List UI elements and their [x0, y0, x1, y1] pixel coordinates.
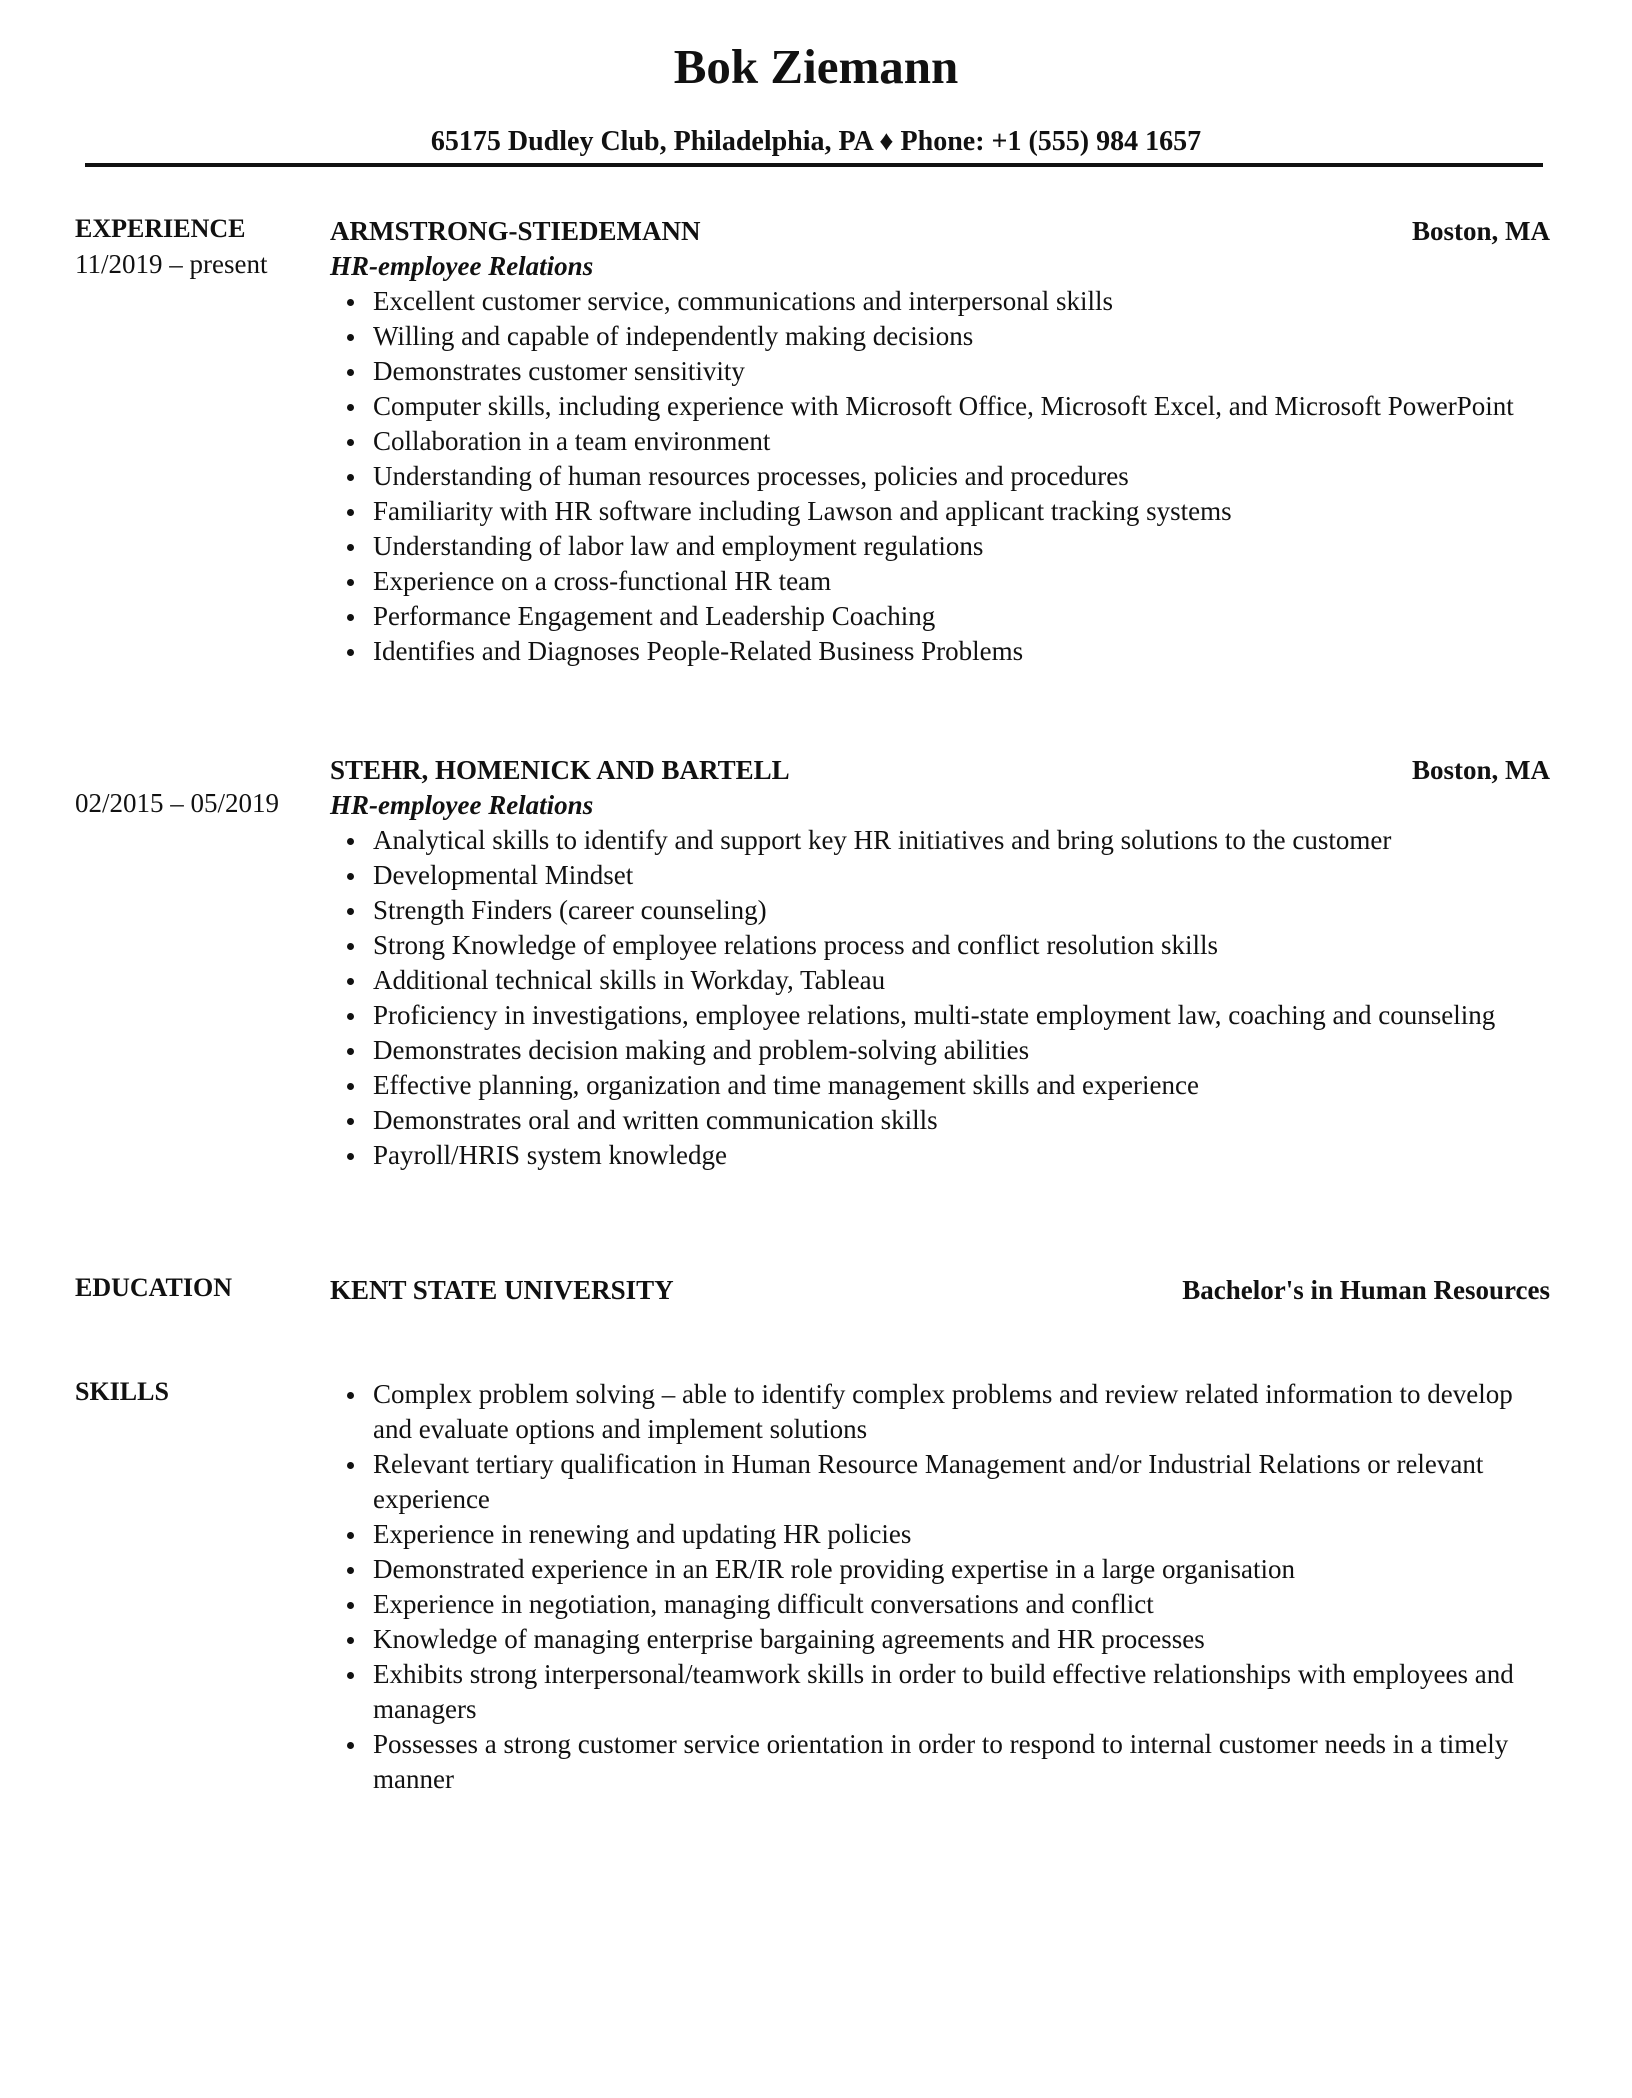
job-title: HR-employee Relations	[330, 251, 594, 281]
school-name: KENT STATE UNIVERSITY	[330, 1275, 674, 1305]
candidate-name: Bok Ziemann	[673, 39, 959, 94]
experience-job-2	[75, 753, 1550, 1173]
education-label: EDUCATION	[75, 1273, 232, 1302]
job-bullets	[330, 284, 1550, 669]
experience-job-1	[75, 214, 1550, 669]
degree: Bachelor's in Human Resources	[1182, 1275, 1550, 1305]
bullet-item: Understanding of labor law and employment regulations	[373, 529, 1550, 564]
bullet-item: Proficiency in investigations, employee relations, multi-state employment law, coaching and counseling	[373, 998, 1550, 1033]
bullet-item: Experience in renewing and updating HR policies	[373, 1517, 1550, 1552]
job-bullets	[330, 823, 1550, 1173]
bullet-item: Demonstrated experience in an ER/IR role providing expertise in a large organisation	[373, 1552, 1550, 1587]
bullet-item: Strength Finders (career counseling)	[373, 893, 1550, 928]
bullet-item: Analytical skills to identify and support key HR initiatives and bring solutions to the customer	[373, 823, 1550, 858]
contact-info: 65175 Dudley Club, Philadelphia, PA ♦ Phone: +1 (555) 984 1657	[430, 126, 1202, 157]
bullet-item: Relevant tertiary qualification in Human Resource Management and/or Industrial Relations or relevant experience	[373, 1447, 1550, 1517]
bullet-item: Willing and capable of independently making decisions	[373, 319, 1550, 354]
bullet-item: Experience in negotiation, managing difficult conversations and conflict	[373, 1587, 1550, 1622]
job-location: Boston, MA	[1411, 755, 1550, 785]
company-name: ARMSTRONG-STIEDEMANN	[330, 216, 701, 246]
bullet-item: Effective planning, organization and time management skills and experience	[373, 1068, 1550, 1103]
header-divider	[85, 163, 1543, 167]
bullet-item: Complex problem solving – able to identify complex problems and review related information to develop and evaluate options and implement solutions	[373, 1377, 1550, 1447]
job-location: Boston, MA	[1411, 216, 1550, 246]
bullet-item: Exhibits strong interpersonal/teamwork skills in order to build effective relationships with employees and managers	[373, 1657, 1550, 1727]
bullet-item: Understanding of human resources processes, policies and procedures	[373, 459, 1550, 494]
skills-section	[75, 1377, 1550, 1797]
skills-label: SKILLS	[75, 1377, 169, 1406]
bullet-item: Identifies and Diagnoses People-Related Business Problems	[373, 634, 1550, 669]
bullet-item: Demonstrates decision making and problem-solving abilities	[373, 1033, 1550, 1068]
job-dates: 11/2019 – present	[75, 249, 268, 279]
bullet-item: Performance Engagement and Leadership Coaching	[373, 599, 1550, 634]
education-section	[75, 1273, 1550, 1308]
bullet-item: Additional technical skills in Workday, Tableau	[373, 963, 1550, 998]
bullet-item: Demonstrates customer sensitivity	[373, 354, 1550, 389]
experience-label: EXPERIENCE	[75, 214, 246, 243]
bullet-item: Payroll/HRIS system knowledge	[373, 1138, 1550, 1173]
bullet-item: Strong Knowledge of employee relations process and conflict resolution skills	[373, 928, 1550, 963]
bullet-item: Developmental Mindset	[373, 858, 1550, 893]
skills-list	[330, 1377, 1550, 1797]
job-dates: 02/2015 – 05/2019	[75, 788, 280, 818]
bullet-item: Computer skills, including experience with Microsoft Office, Microsoft Excel, and Microsoft PowerPoint	[373, 389, 1550, 424]
bullet-item: Excellent customer service, communications and interpersonal skills	[373, 284, 1550, 319]
bullet-item: Collaboration in a team environment	[373, 424, 1550, 459]
company-name: STEHR, HOMENICK AND BARTELL	[330, 755, 790, 785]
bullet-item: Demonstrates oral and written communication skills	[373, 1103, 1550, 1138]
job-title: HR-employee Relations	[330, 790, 594, 820]
bullet-item: Possesses a strong customer service orientation in order to respond to internal customer needs in a timely manner	[373, 1727, 1550, 1797]
bullet-item: Familiarity with HR software including Lawson and applicant tracking systems	[373, 494, 1550, 529]
bullet-item: Experience on a cross-functional HR team	[373, 564, 1550, 599]
bullet-item: Knowledge of managing enterprise bargaining agreements and HR processes	[373, 1622, 1550, 1657]
